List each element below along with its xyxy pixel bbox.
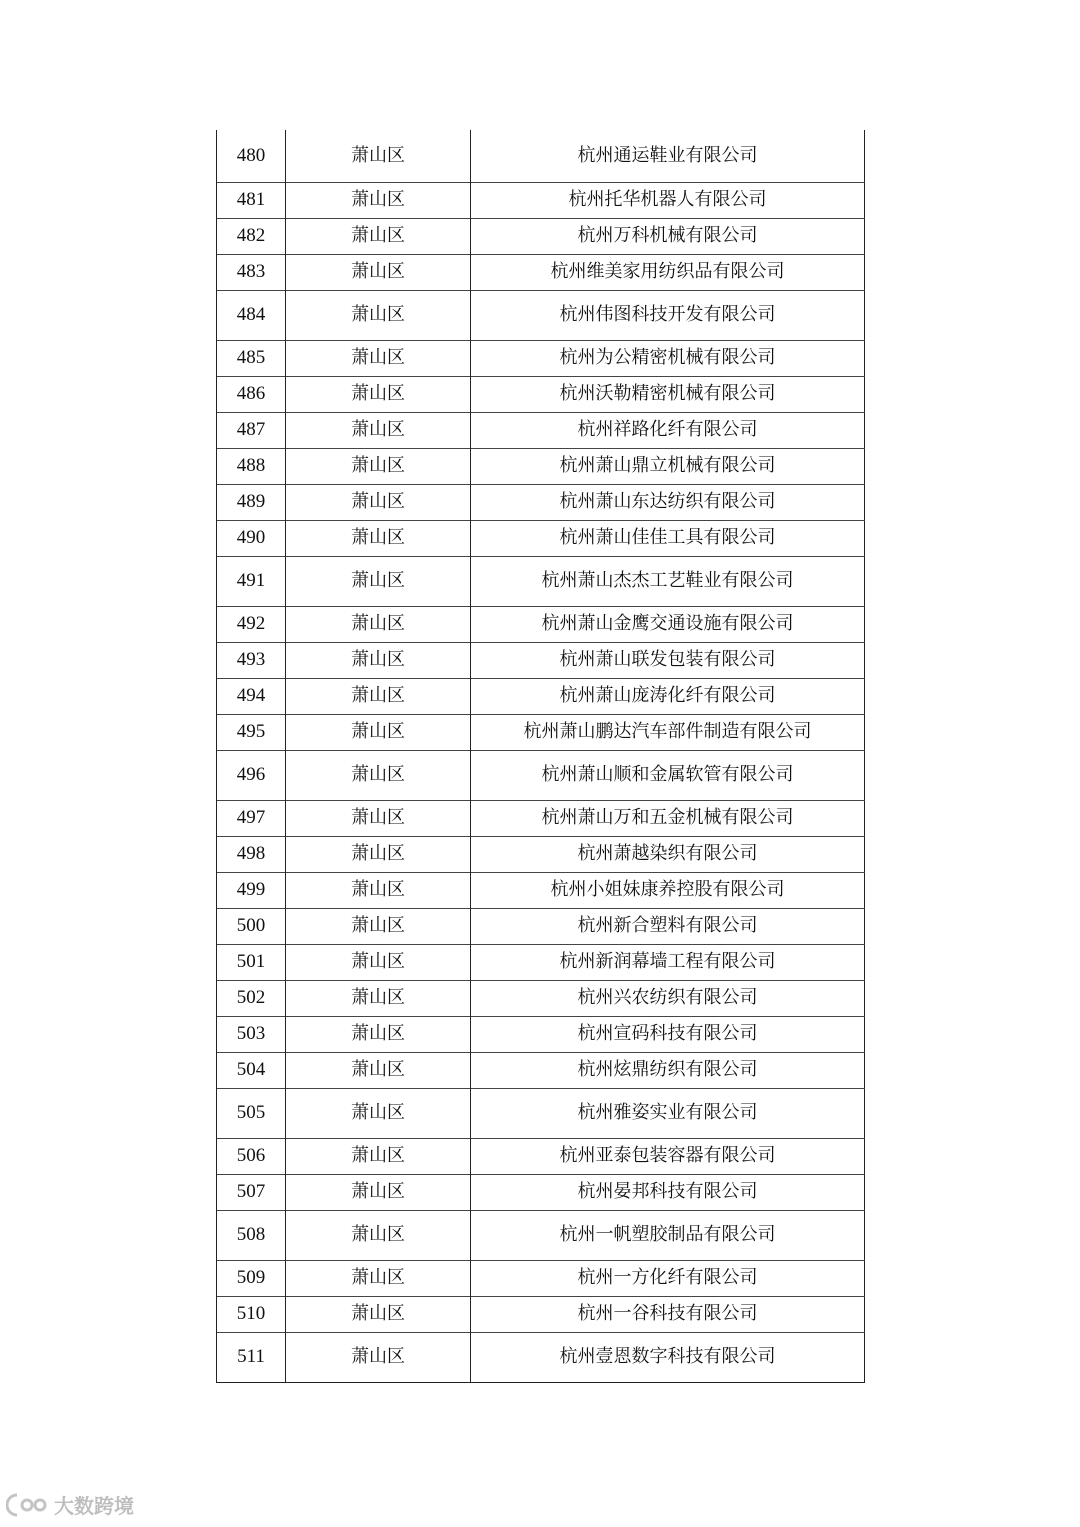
table-row [217,872,865,908]
row-number-cell: 494 [217,678,286,714]
row-number-cell: 490 [217,520,286,556]
company-name-cell: 杭州通运鞋业有限公司 [471,130,865,182]
district-cell: 萧山区 [286,130,471,182]
table-row [217,1260,865,1296]
row-number-cell: 509 [217,1260,286,1296]
company-name-cell: 杭州雅姿实业有限公司 [471,1088,865,1138]
table-row [217,556,865,606]
district-cell: 萧山区 [286,714,471,750]
row-number-cell: 487 [217,412,286,448]
company-name-cell: 杭州萧山鼎立机械有限公司 [471,448,865,484]
table-row [217,678,865,714]
company-table-body [217,130,865,1382]
company-name-cell: 杭州壹恩数字科技有限公司 [471,1332,865,1382]
company-name-cell: 杭州晏邦科技有限公司 [471,1174,865,1210]
table-row [217,1138,865,1174]
watermark-text: 大数跨境 [54,1494,134,1518]
company-name-cell: 杭州一谷科技有限公司 [471,1296,865,1332]
row-number-cell: 488 [217,448,286,484]
district-cell: 萧山区 [286,836,471,872]
row-number-cell: 493 [217,642,286,678]
row-number-cell: 503 [217,1016,286,1052]
table-row [217,448,865,484]
table-row [217,340,865,376]
company-name-cell: 杭州为公精密机械有限公司 [471,340,865,376]
district-cell: 萧山区 [286,642,471,678]
row-number-cell: 489 [217,484,286,520]
company-name-cell: 杭州亚泰包装容器有限公司 [471,1138,865,1174]
table-row [217,1088,865,1138]
company-table-container [216,130,864,1383]
company-name-cell: 杭州祥路化纤有限公司 [471,412,865,448]
row-number-cell: 485 [217,340,286,376]
district-cell: 萧山区 [286,944,471,980]
table-row [217,520,865,556]
table-row [217,1296,865,1332]
table-row [217,714,865,750]
district-cell: 萧山区 [286,1296,471,1332]
row-number-cell: 482 [217,218,286,254]
company-name-cell: 杭州萧山佳佳工具有限公司 [471,520,865,556]
row-number-cell: 480 [217,130,286,182]
district-cell: 萧山区 [286,376,471,412]
company-name-cell: 杭州沃勒精密机械有限公司 [471,376,865,412]
district-cell: 萧山区 [286,448,471,484]
company-name-cell: 杭州宣码科技有限公司 [471,1016,865,1052]
row-number-cell: 491 [217,556,286,606]
table-row [217,836,865,872]
company-name-cell: 杭州一方化纤有限公司 [471,1260,865,1296]
district-cell: 萧山区 [286,1088,471,1138]
table-row [217,484,865,520]
row-number-cell: 483 [217,254,286,290]
table-row [217,376,865,412]
company-name-cell: 杭州萧山万和五金机械有限公司 [471,800,865,836]
district-cell: 萧山区 [286,218,471,254]
district-cell: 萧山区 [286,1052,471,1088]
district-cell: 萧山区 [286,908,471,944]
district-cell: 萧山区 [286,182,471,218]
row-number-cell: 504 [217,1052,286,1088]
row-number-cell: 508 [217,1210,286,1260]
company-name-cell: 杭州兴农纺织有限公司 [471,980,865,1016]
company-name-cell: 杭州萧山东达纺织有限公司 [471,484,865,520]
district-cell: 萧山区 [286,340,471,376]
row-number-cell: 507 [217,1174,286,1210]
company-name-cell: 杭州炫鼎纺织有限公司 [471,1052,865,1088]
row-number-cell: 502 [217,980,286,1016]
row-number-cell: 499 [217,872,286,908]
company-table [216,130,865,1383]
table-row [217,908,865,944]
district-cell: 萧山区 [286,1210,471,1260]
company-name-cell: 杭州萧山庞涛化纤有限公司 [471,678,865,714]
company-name-cell: 杭州新润幕墙工程有限公司 [471,944,865,980]
table-row [217,642,865,678]
table-row [217,130,865,182]
company-name-cell: 杭州托华机器人有限公司 [471,182,865,218]
company-name-cell: 杭州一帆塑胶制品有限公司 [471,1210,865,1260]
district-cell: 萧山区 [286,1016,471,1052]
district-cell: 萧山区 [286,556,471,606]
district-cell: 萧山区 [286,872,471,908]
company-name-cell: 杭州维美家用纺织品有限公司 [471,254,865,290]
watermark-logo-icon [6,1492,50,1518]
row-number-cell: 486 [217,376,286,412]
table-row [217,1210,865,1260]
table-row [217,290,865,340]
district-cell: 萧山区 [286,520,471,556]
table-row [217,750,865,800]
table-row [217,182,865,218]
table-row [217,1052,865,1088]
district-cell: 萧山区 [286,290,471,340]
table-row [217,218,865,254]
company-name-cell: 杭州萧越染织有限公司 [471,836,865,872]
row-number-cell: 498 [217,836,286,872]
row-number-cell: 501 [217,944,286,980]
row-number-cell: 492 [217,606,286,642]
table-row [217,1016,865,1052]
row-number-cell: 484 [217,290,286,340]
district-cell: 萧山区 [286,1138,471,1174]
district-cell: 萧山区 [286,412,471,448]
district-cell: 萧山区 [286,1332,471,1382]
table-row [217,1332,865,1382]
company-name-cell: 杭州万科机械有限公司 [471,218,865,254]
district-cell: 萧山区 [286,678,471,714]
row-number-cell: 500 [217,908,286,944]
table-row [217,944,865,980]
company-name-cell: 杭州萧山顺和金属软管有限公司 [471,750,865,800]
table-row [217,1174,865,1210]
district-cell: 萧山区 [286,1174,471,1210]
district-cell: 萧山区 [286,750,471,800]
district-cell: 萧山区 [286,484,471,520]
row-number-cell: 511 [217,1332,286,1382]
district-cell: 萧山区 [286,254,471,290]
row-number-cell: 481 [217,182,286,218]
table-row [217,606,865,642]
district-cell: 萧山区 [286,800,471,836]
row-number-cell: 495 [217,714,286,750]
district-cell: 萧山区 [286,1260,471,1296]
company-name-cell: 杭州新合塑料有限公司 [471,908,865,944]
company-name-cell: 杭州伟图科技开发有限公司 [471,290,865,340]
company-name-cell: 杭州萧山金鹰交通设施有限公司 [471,606,865,642]
company-name-cell: 杭州萧山联发包装有限公司 [471,642,865,678]
row-number-cell: 510 [217,1296,286,1332]
table-row [217,254,865,290]
row-number-cell: 496 [217,750,286,800]
district-cell: 萧山区 [286,980,471,1016]
watermark [6,1490,134,1519]
company-name-cell: 杭州萧山鹏达汽车部件制造有限公司 [471,714,865,750]
table-row [217,800,865,836]
district-cell: 萧山区 [286,606,471,642]
company-name-cell: 杭州萧山杰杰工艺鞋业有限公司 [471,556,865,606]
table-row [217,412,865,448]
row-number-cell: 506 [217,1138,286,1174]
row-number-cell: 505 [217,1088,286,1138]
company-name-cell: 杭州小姐妹康养控股有限公司 [471,872,865,908]
row-number-cell: 497 [217,800,286,836]
table-row [217,980,865,1016]
